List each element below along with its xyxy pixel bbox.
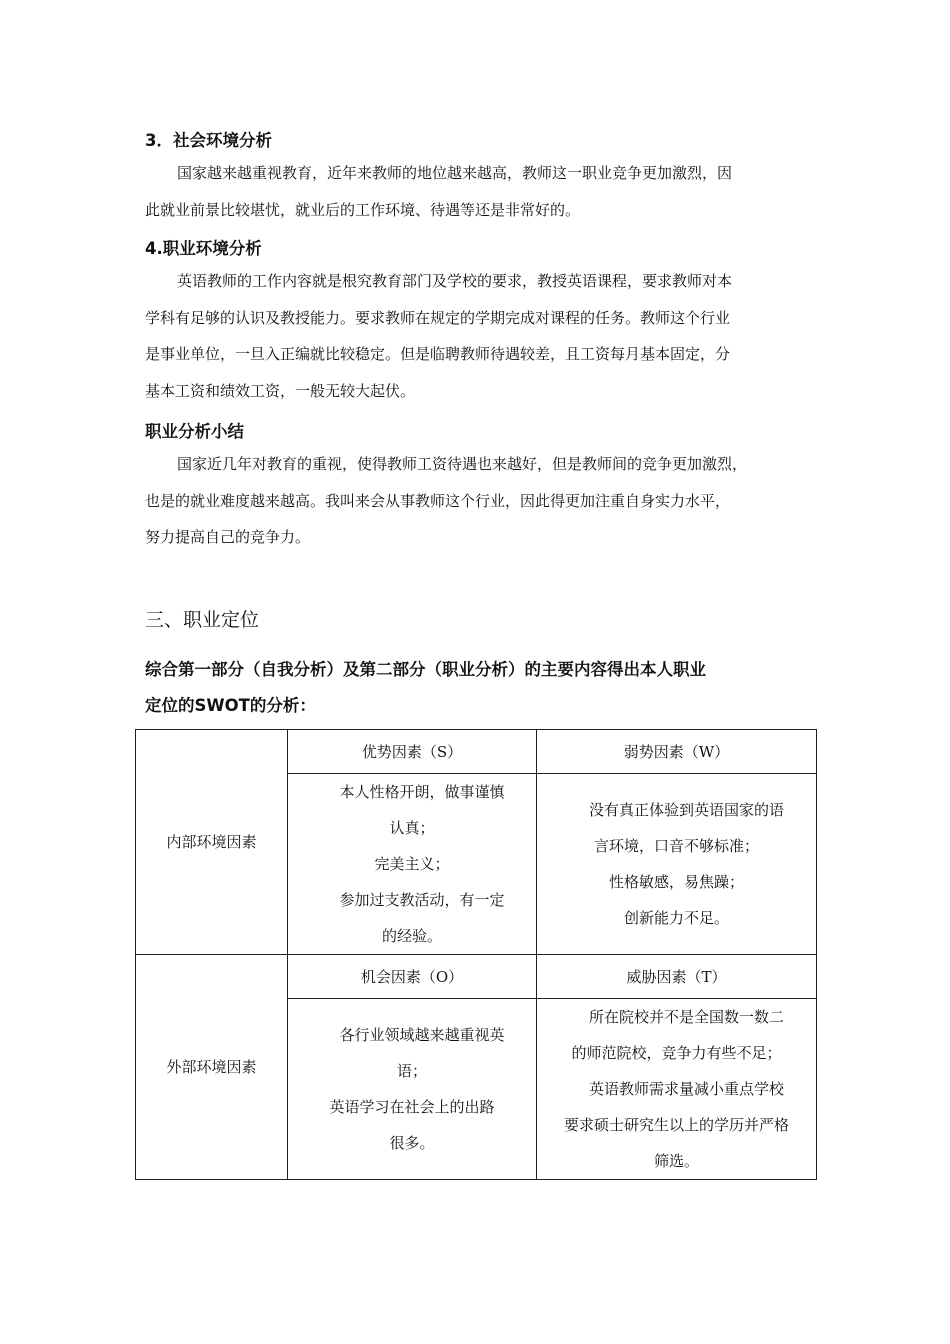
section-heading-summary: 职业分析小结 <box>145 422 244 441</box>
paragraph-line: 英语教师的工作内容就是根究教育部门及学校的要求，教授英语课程，要求教师对本 <box>177 272 733 290</box>
weaknesses-header: 弱势因素（W） <box>537 730 817 774</box>
strengths-cell <box>288 774 537 955</box>
threats-cell <box>537 999 817 1180</box>
paragraph-line: 国家近几年对教育的重视，使得教师工资待遇也来越好，但是教师间的竞争更加激烈， <box>177 455 748 473</box>
paragraph-career <box>145 263 817 409</box>
paragraph-line: 也是的就业难度越来越高。我叫来会从事教师这个行业，因此得更加注重自身实力水平， <box>145 491 731 510</box>
threats-header: 威胁因素（T） <box>537 955 817 999</box>
opportunity-line: 各行业领域越来越重视英 <box>339 1026 505 1044</box>
paragraph-line: 此就业前景比较堪忧，就业后的工作环境、待遇等还是非常好的。 <box>145 200 581 219</box>
threat-line: 的师范院校，竞争力有些不足； <box>571 1044 782 1062</box>
strengths-header: 优势因素（S） <box>288 730 537 774</box>
weakness-line: 言环境，口音不够标准； <box>593 837 759 855</box>
opportunities-cell <box>288 999 537 1180</box>
opportunity-line: 英语学习在社会上的出路 <box>329 1098 495 1116</box>
intro-line: 定位的SWOT的分析： <box>145 696 316 715</box>
external-factors-label: 外部环境因素 <box>136 955 288 1180</box>
strength-line: 参加过支教活动，有一定 <box>339 891 505 909</box>
paragraph-line: 学科有足够的认识及教授能力。要求教师在规定的学期完成对课程的任务。教师这个行业 <box>145 308 731 327</box>
weaknesses-cell <box>537 774 817 955</box>
strength-line: 本人性格开朗，做事谨慎 <box>339 783 505 801</box>
section-heading-social: 3．社会环境分析 <box>145 131 272 150</box>
paragraph-line: 努力提高自己的竞争力。 <box>145 528 311 546</box>
opportunities-header: 机会因素（O） <box>288 955 537 999</box>
paragraph-line: 是事业单位，一旦入正编就比较稳定。但是临聘教师待遇较差，且工资每月基本固定，分 <box>145 345 731 363</box>
paragraph-social <box>145 155 817 228</box>
paragraph-line: 国家越来越重视教育，近年来教师的地位越来越高，教师这一职业竞争更加激烈，因 <box>177 164 733 182</box>
internal-factors-label: 内部环境因素 <box>136 730 288 955</box>
chapter-intro <box>145 652 825 724</box>
weakness-line: 性格敏感，易焦躁； <box>608 873 744 891</box>
threat-line: 英语教师需求量减小重点学校 <box>588 1080 784 1098</box>
paragraph-summary <box>145 446 817 556</box>
threat-line: 要求硕士研究生以上的学历并严格 <box>563 1116 789 1134</box>
weakness-line: 没有真正体验到英语国家的语 <box>588 801 784 819</box>
section-heading-career: 4.职业环境分析 <box>145 239 262 258</box>
threat-line: 所在院校并不是全国数一数二 <box>588 1008 784 1026</box>
strength-line: 的经验。 <box>381 927 442 945</box>
chapter-title: 三、职业定位 <box>145 609 260 631</box>
weakness-line: 创新能力不足。 <box>623 909 729 927</box>
paragraph-line: 基本工资和绩效工资，一般无较大起伏。 <box>145 381 416 400</box>
opportunity-line: 语； <box>396 1062 427 1080</box>
swot-table <box>135 729 817 1180</box>
intro-line: 综合第一部分（自我分析）及第二部分（职业分析）的主要内容得出本人职业 <box>145 660 706 679</box>
strength-line: 认真； <box>389 819 435 837</box>
opportunity-line: 很多。 <box>389 1134 435 1152</box>
strength-line: 完美主义； <box>374 855 450 873</box>
threat-line: 筛选。 <box>653 1152 699 1170</box>
